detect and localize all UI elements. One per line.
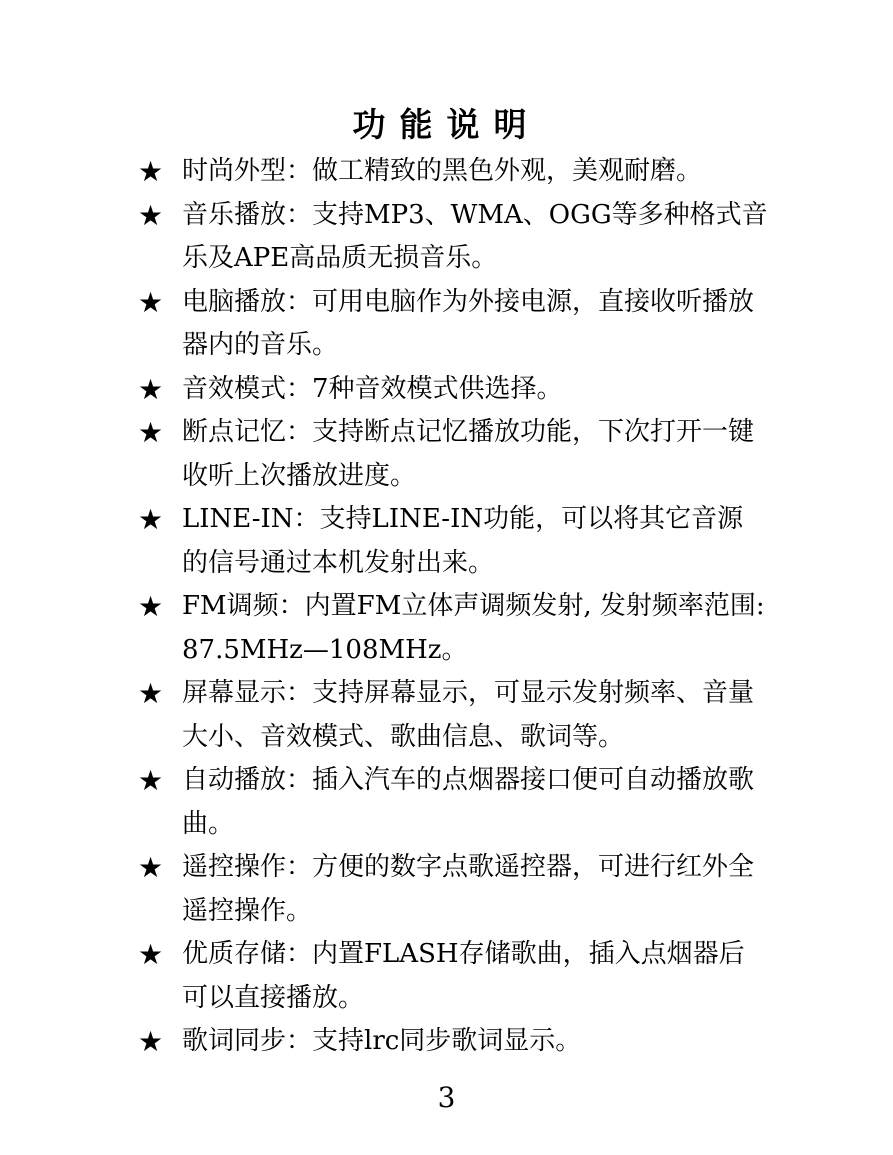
star-icon: ★ xyxy=(138,285,164,319)
feature-list xyxy=(138,150,768,1064)
feature-item xyxy=(138,585,768,672)
star-icon: ★ xyxy=(138,416,164,449)
feature-item xyxy=(138,281,768,368)
feature-item xyxy=(138,1020,768,1064)
feature-text: 时尚外型：做工精致的黑色外观，美观耐磨。 xyxy=(182,156,703,186)
page-number: 3 xyxy=(437,1081,456,1114)
feature-item xyxy=(138,411,768,498)
feature-text: 音乐播放：支持MP3、WMA、OGG等多种格式音乐及APE高品质无损音乐。 xyxy=(182,199,768,273)
feature-text: 遥控操作：方便的数字点歌遥控器，可进行红外全遥控操作。 xyxy=(182,852,755,926)
feature-text: FM调频：内置FM立体声调频发射, 发射频率范围: 87.5MHz—108MHz。 xyxy=(182,591,765,665)
star-icon: ★ xyxy=(138,1025,164,1058)
star-icon: ★ xyxy=(138,851,164,884)
feature-text: 电脑播放：可用电脑作为外接电源，直接收听播放器内的音乐。 xyxy=(182,286,755,360)
feature-item xyxy=(138,846,768,933)
feature-item xyxy=(138,498,768,585)
feature-text: 优质存储：内置FLASH存储歌曲，插入点烟器后可以直接播放。 xyxy=(182,939,745,1013)
star-icon: ★ xyxy=(138,590,164,623)
star-icon: ★ xyxy=(138,503,164,536)
feature-text: 音效模式：7种音效模式供选择。 xyxy=(182,373,563,404)
star-icon: ★ xyxy=(138,677,164,710)
feature-item xyxy=(138,933,768,1020)
feature-text: LINE-IN：支持LINE-IN功能，可以将其它音源的信号通过本机发射出来。 xyxy=(182,504,744,578)
feature-item xyxy=(138,759,768,846)
feature-item xyxy=(138,368,768,412)
feature-item xyxy=(138,150,768,194)
feature-text: 歌词同步：支持lrc同步歌词显示。 xyxy=(182,1026,582,1056)
star-icon: ★ xyxy=(138,372,164,406)
feature-text: 断点记忆：支持断点记忆播放功能，下次打开一键收听上次播放进度。 xyxy=(182,417,755,491)
page-title: 功能说明 xyxy=(352,105,541,144)
feature-item xyxy=(138,672,768,759)
feature-item xyxy=(138,194,768,281)
star-icon: ★ xyxy=(138,938,164,971)
star-icon: ★ xyxy=(138,764,164,797)
feature-text: 自动播放：插入汽车的点烟器接口便可自动播放歌曲。 xyxy=(182,765,755,839)
star-icon: ★ xyxy=(138,155,164,188)
feature-text: 屏幕显示：支持屏幕显示，可显示发射频率、音量大小、音效模式、歌曲信息、歌词等。 xyxy=(182,678,755,752)
star-icon: ★ xyxy=(138,198,164,232)
